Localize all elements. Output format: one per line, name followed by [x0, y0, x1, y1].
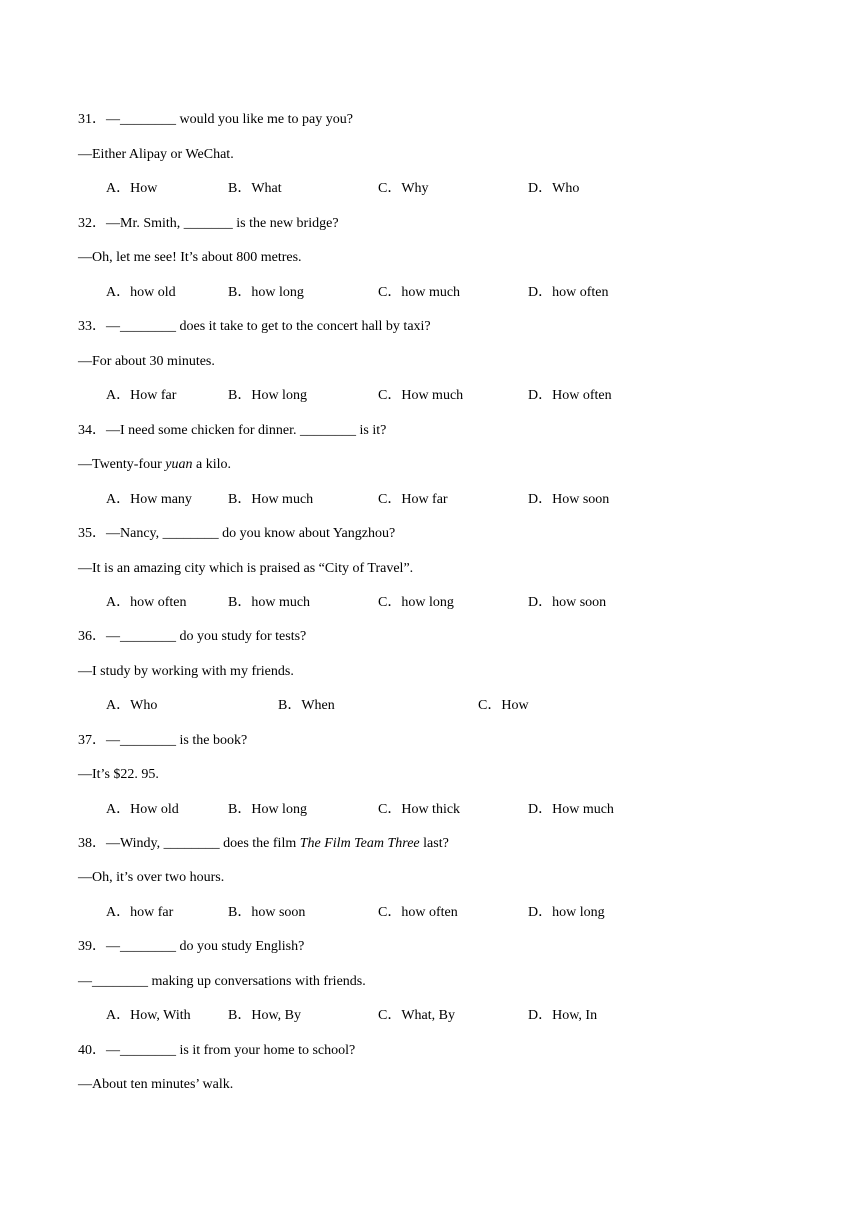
option-a: A．How old: [106, 802, 179, 817]
option-d: D．How, In: [528, 1008, 598, 1023]
option-a: A．how often: [106, 595, 187, 610]
option-c: C．Why: [378, 181, 429, 196]
option-a: A．How far: [106, 388, 177, 403]
option-c: C．How far: [378, 492, 448, 507]
option-d: D．How often: [528, 388, 612, 403]
question-40-stem: 40．—________ is it from your home to school?: [78, 1043, 356, 1058]
option-a: A．how far: [106, 905, 174, 920]
question-34-reply: [78, 455, 231, 475]
option-d: D．How much: [528, 802, 614, 817]
option-c: C．How much: [378, 388, 464, 403]
question-32-reply: —Oh, let me see! It’s about 800 metres.: [78, 250, 302, 265]
option-b: B．how soon: [228, 905, 306, 920]
option-a: A．Who: [106, 698, 158, 713]
option-c: C．What, By: [378, 1008, 455, 1023]
option-a: A．How, With: [106, 1008, 191, 1023]
option-a: A．How: [106, 181, 158, 196]
question-37-stem: 37．—________ is the book?: [78, 733, 248, 748]
question-39-stem: 39．—________ do you study English?: [78, 939, 305, 954]
option-b: B．How long: [228, 802, 307, 817]
option-d: D．how soon: [528, 595, 607, 610]
option-c: C．How thick: [378, 802, 461, 817]
question-31-stem: 31．—________ would you like me to pay you?: [78, 112, 353, 127]
question-33-stem: 33．—________ does it take to get to the concert hall by taxi?: [78, 319, 431, 334]
option-a: A．How many: [106, 492, 192, 507]
option-b: B．When: [278, 698, 335, 713]
film-title: The Film Team Three: [299, 836, 420, 851]
stem-text: last?: [419, 836, 449, 851]
option-c: C．how long: [378, 595, 454, 610]
question-38-reply: —Oh, it’s over two hours.: [78, 870, 225, 885]
question-35-stem: 35．—Nancy, ________ do you know about Yangzhou?: [78, 526, 396, 541]
reply-text: —Twenty-four: [78, 457, 166, 472]
question-39-reply: —________ making up conversations with friends.: [78, 974, 366, 989]
question-40-reply: —About ten minutes’ walk.: [78, 1077, 234, 1092]
option-c: C．how often: [378, 905, 458, 920]
option-b: B．How long: [228, 388, 307, 403]
question-38-stem: [78, 834, 449, 854]
option-b: B．How, By: [228, 1008, 301, 1023]
question-31-reply: —Either Alipay or WeChat.: [78, 147, 234, 162]
reply-text: a kilo.: [192, 457, 231, 472]
question-36-reply: —I study by working with my friends.: [78, 664, 294, 679]
option-b: B．how much: [228, 595, 311, 610]
option-b: B．What: [228, 181, 282, 196]
question-36-stem: 36．—________ do you study for tests?: [78, 629, 307, 644]
option-d: D．how often: [528, 285, 609, 300]
question-33-reply: —For about 30 minutes.: [78, 354, 215, 369]
question-32-stem: 32．—Mr. Smith, _______ is the new bridge?: [78, 216, 339, 231]
question-37-reply: —It’s $22. 95.: [78, 767, 159, 782]
option-c: C．how much: [378, 285, 461, 300]
option-b: B．how long: [228, 285, 304, 300]
option-d: D．Who: [528, 181, 580, 196]
reply-italic-word: yuan: [165, 457, 193, 472]
question-34-stem: 34．—I need some chicken for dinner. ________ is it?: [78, 423, 387, 438]
option-b: B．How much: [228, 492, 314, 507]
option-d: D．How soon: [528, 492, 610, 507]
option-c: C．How: [478, 698, 529, 713]
option-d: D．how long: [528, 905, 605, 920]
question-35-reply: —It is an amazing city which is praised as “City of Travel”.: [78, 561, 414, 576]
option-a: A．how old: [106, 285, 176, 300]
stem-text: 38．—Windy, ________ does the film: [78, 836, 300, 851]
